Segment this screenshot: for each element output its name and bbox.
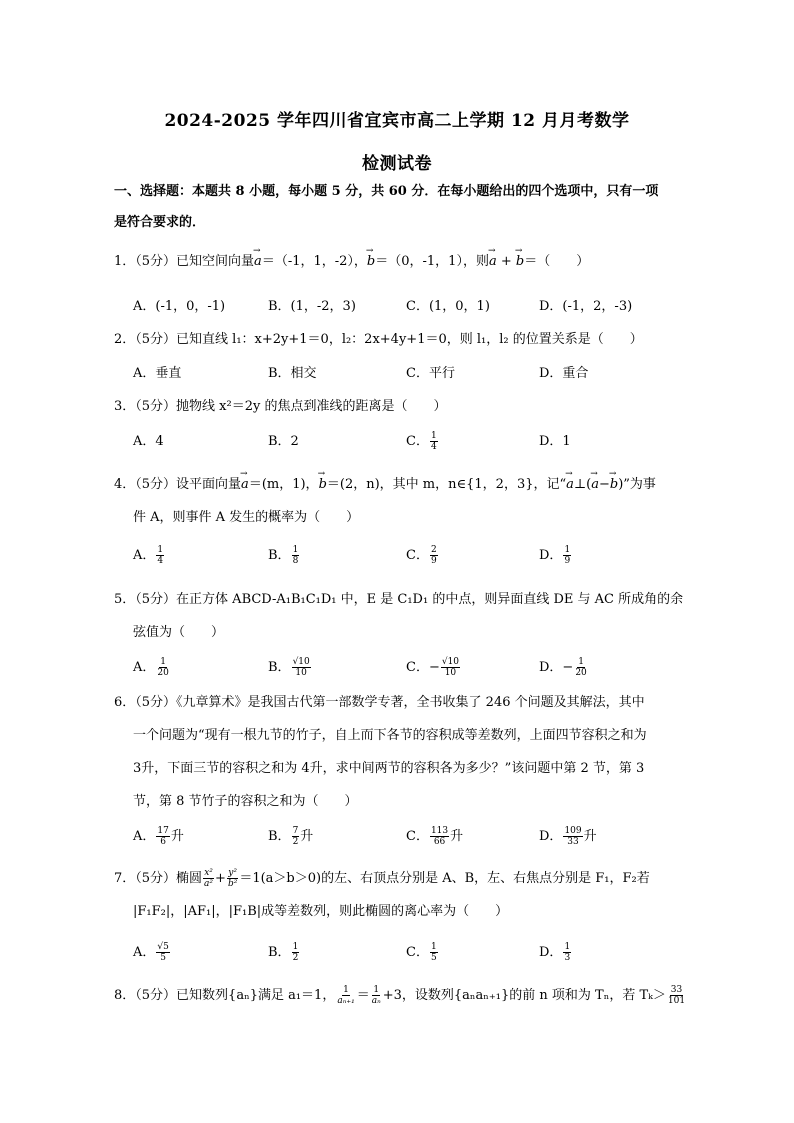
q7-options [133, 941, 693, 965]
q7-a-den: 5 [160, 953, 166, 963]
q5-c-den: 10 [444, 668, 457, 678]
q7-a-fraction [156, 942, 169, 963]
section-heading [114, 176, 684, 238]
q8-f3-num: 33 [670, 985, 683, 995]
q2-option-d[interactable]: D．重合 [539, 366, 589, 381]
q4-line2: 件 A，则事件 A 发生的概率为（ ） [133, 510, 360, 525]
question-8 [114, 979, 684, 1012]
q1-b-vals: ＝（0，-1，1），则 [375, 254, 489, 269]
q7-mid: ＝1(a＞b＞0)的左、右顶点分别是 A、B，左、右焦点分别是 F₁，F₂若 [239, 871, 650, 886]
q8-pre: 8．（5分）已知数列{aₙ}满足 a₁＝1， [114, 988, 336, 1003]
q4-option-d[interactable]: D． $\frac{1}{9}$ [539, 545, 571, 566]
q5-c-num: √10 [441, 657, 460, 667]
q4-b-fraction [292, 545, 300, 566]
q5-option-c[interactable]: C．− $\frac{√10}{10}$ [406, 657, 460, 678]
q1-post: ＝（ ） [524, 254, 590, 269]
q6-c-unit: 升 [450, 829, 464, 844]
q1-a-vals: ＝（-1，1，-2）， [261, 254, 367, 269]
question-7: 7．（5分）椭圆 $\frac{\text{x²}}{\text{a²}}$ + $\frac{\text{y²}}{\text{b²}}$ ＝1(a＞b＞0)的左、右顶点分别是 A、B，左、右焦点分别是 F₁，F₂若 |F₁F₂|，|AF₁|，|F₁B|成等差数列，则此椭圆的离心率为（ ） [114, 862, 684, 928]
q3-c-den: 4 [430, 442, 437, 452]
q6-c-fraction [430, 826, 449, 847]
q7-y-num: y² [228, 868, 237, 878]
q4-options [133, 544, 693, 568]
q4-d-den: 9 [564, 556, 571, 566]
q4-c-den: 9 [430, 556, 437, 566]
q3-c-fraction [430, 431, 438, 452]
q7-a-num: √5 [157, 942, 169, 952]
vector-a-sum: → a [489, 245, 497, 278]
q5-a-den: 20 [157, 668, 169, 678]
q5-c-fraction [441, 657, 460, 678]
q6-option-d[interactable]: D． $\frac{109}{33}$ 升 [539, 826, 597, 847]
q7-b-num: 1 [292, 942, 299, 952]
q6-c-num: 113 [430, 826, 449, 836]
q6-options [133, 825, 693, 849]
q7-option-d[interactable]: D． $\frac{1}{3}$ [539, 942, 571, 963]
q4-vector-a: → a [241, 468, 249, 501]
q6-d-unit: 升 [583, 829, 597, 844]
section-heading-line1: 一、选择题：本题共 8 小题，每小题 5 分，共 60 分．在每小题给出的四个选项中，只有一项 [114, 184, 659, 199]
q5-d-num: 1 [578, 657, 584, 667]
q4-vector-a2: → a [566, 468, 574, 501]
q6-line2: 一个问题为“现有一根九节的竹子，自上而下各节的容积成等差数列，上面四节容积之和为 [133, 728, 647, 743]
q6-a-fraction [156, 826, 169, 847]
q4-b-vals: ＝(2，n)，其中 m，n∈{1，2，3}，记“ [326, 477, 567, 492]
q7-y-term [227, 868, 238, 889]
q3-option-a[interactable]: A．4 [133, 434, 164, 449]
q4-pre: 4．（5分）设平面向量 [114, 477, 242, 492]
q1-option-c[interactable]: C．(1，0，1) [406, 299, 490, 314]
q6-option-b[interactable]: B． $\frac{7}{2}$ 升 [268, 826, 314, 847]
vector-a: → a [254, 245, 262, 278]
q6-option-c[interactable]: C． $\frac{113}{66}$ 升 [406, 826, 464, 847]
q7-line2: |F₁F₂|，|AF₁|，|F₁B|成等差数列，则此椭圆的离心率为（ ） [133, 904, 509, 919]
q5-a-num: 1 [160, 657, 166, 667]
q6-d-den: 33 [567, 837, 579, 847]
q7-d-num: 1 [564, 942, 571, 952]
q5-b-den: 10 [295, 668, 307, 678]
q7-option-a[interactable]: A． $\frac{√5}{5}$ [133, 942, 169, 963]
q4-mid: ⊥( [573, 477, 592, 492]
question-6 [114, 686, 684, 818]
q7-x-den: a² [204, 879, 214, 889]
q4-option-b[interactable]: B． $\frac{1}{8}$ [268, 545, 299, 566]
q4-b-num: 1 [292, 545, 299, 555]
q7-y-den: b² [227, 879, 238, 889]
q7-pre: 7．（5分）椭圆 [114, 871, 203, 886]
q5-b-fraction [292, 657, 311, 678]
q8-frac2 [371, 985, 382, 1006]
exam-title-line2: 检测试卷 [362, 154, 432, 174]
q4-c-fraction [430, 545, 438, 566]
q4-b-den: 8 [292, 556, 299, 566]
q4-a-fraction [156, 545, 164, 566]
q3-option-d[interactable]: D．1 [539, 434, 571, 449]
q6-a-num: 17 [157, 826, 169, 836]
q4-c-num: 2 [430, 545, 437, 555]
q6-d-num: 109 [564, 826, 582, 836]
q5-b-num: √10 [292, 657, 310, 667]
q2-options [133, 362, 693, 386]
q6-c-den: 66 [433, 837, 446, 847]
question-4: 4．（5分）设平面向量→ a＝(m，1)，→ b＝(2，n)，其中 m，n∈{1，2，3}，记“→ a⊥(→ a−→ b)”为事 件 A，则事件 A 发生的概率为（ ） [114, 468, 684, 534]
q5-option-a[interactable]: A． $\frac{1}{20}$ [133, 657, 169, 678]
q1-option-b[interactable]: B．(1，-2，3) [268, 299, 356, 314]
q7-x-num: x² [204, 868, 213, 878]
q7-x-term [203, 868, 214, 889]
q6-a-unit: 升 [170, 829, 184, 844]
q7-d-fraction [563, 942, 571, 963]
q2-option-b[interactable]: B．相交 [268, 366, 317, 381]
q3-c-label: C． [406, 434, 429, 449]
q5-d-fraction [574, 657, 587, 678]
q5-option-b[interactable]: B． $\frac{√10}{10}$ [268, 657, 310, 678]
question-5 [114, 583, 684, 649]
vector-b-sum: → b [516, 245, 524, 278]
q5-a-fraction [156, 657, 169, 678]
q5-d-den: 20 [575, 668, 587, 678]
vector-b: → b [367, 245, 375, 278]
q4-vector-b2: → b [610, 468, 618, 501]
q8-f2-num: 1 [373, 985, 380, 995]
q5-options [133, 656, 693, 680]
q1-options [133, 295, 693, 319]
q6-b-num: 7 [292, 826, 299, 836]
q8-f3-den: 101 [667, 996, 686, 1006]
q5-option-d[interactable]: D．− $\frac{1}{20}$ [539, 657, 587, 678]
q4-option-c[interactable]: C． $\frac{2}{9}$ [406, 545, 437, 566]
q7-b-den: 2 [292, 953, 299, 963]
q8-f1-den: aₙ₊₁ [337, 996, 355, 1006]
q3-option-b[interactable]: B．2 [268, 434, 299, 449]
q1-option-a[interactable]: A．(-1，0，-1) [133, 299, 226, 314]
q7-c-num: 1 [430, 942, 437, 952]
q7-option-b[interactable]: B． $\frac{1}{2}$ [268, 942, 299, 963]
q5-line2: 弦值为（ ） [133, 625, 225, 640]
q8-frac3 [667, 985, 686, 1006]
q2-option-c[interactable]: C．平行 [406, 366, 455, 381]
q4-option-a[interactable]: A． $\frac{1}{4}$ [133, 545, 164, 566]
q1-pre: 1．（5分）已知空间向量 [114, 254, 255, 269]
q8-f2-den: aₙ [371, 996, 381, 1006]
q4-vector-b: → b [319, 468, 327, 501]
q4-a-num: 1 [157, 545, 164, 555]
q6-line4: 节，第 8 节竹子的容积之和为（ ） [133, 794, 358, 809]
q2-option-a[interactable]: A．垂直 [133, 366, 182, 381]
q7-option-c[interactable]: C． $\frac{1}{5}$ [406, 942, 437, 963]
q7-c-den: 5 [430, 953, 437, 963]
q7-c-fraction [430, 942, 438, 963]
q8-frac1 [336, 985, 355, 1006]
q6-d-fraction [563, 826, 582, 847]
q4-vector-a3: → a [591, 468, 599, 501]
q8-post: +3，设数列{aₙaₙ₊₁}的前 n 项和为 Tₙ，若 Tₖ＞ [382, 988, 666, 1003]
q6-b-den: 2 [292, 837, 299, 847]
exam-title-line1: 2024-2025 学年四川省宜宾市高二上学期 12 月月考数学 [164, 111, 630, 131]
q6-b-unit: 升 [300, 829, 314, 844]
q3-c-num: 1 [430, 431, 437, 441]
q8-f1-num: 1 [343, 985, 349, 995]
q8-eq: ＝ [356, 988, 370, 1003]
q6-line3: 3升，下面三节的容积之和为 4升，求中间两节的容积各为多少？”该问题中第 2 节，第 3 [133, 761, 645, 776]
q6-option-a[interactable]: A． $\frac{17}{6}$ 升 [133, 826, 184, 847]
question-3: 3．（5分）抛物线 x²＝2y 的焦点到准线的距离是（ ） [114, 399, 447, 414]
question-2: 2．（5分）已知直线 l₁：x+2y+1＝0，l₂：2x+4y+1＝0，则 l₁，l₂ 的位置关系是（ ） [114, 332, 643, 347]
q4-d-num: 1 [564, 545, 571, 555]
q3-options [133, 430, 693, 454]
q6-line1: 6．（5分）《九章算术》是我国古代第一部数学专著，全书收集了 246 个问题及其解法，其中 [114, 695, 645, 710]
q1-option-d[interactable]: D．(-1，2，-3) [539, 299, 633, 314]
q4-a-den: 4 [157, 556, 164, 566]
section-heading-line2: 是符合要求的． [114, 215, 206, 230]
q7-b-fraction [292, 942, 300, 963]
q6-a-den: 6 [160, 837, 166, 847]
q7-d-den: 3 [564, 953, 571, 963]
question-1: 1．（5分）已知空间向量→ a＝（-1，1，-2），→ b＝（0，-1，1），则→ a + → b＝（ ） [114, 245, 684, 278]
q5-line1: 5．（5分）在正方体 ABCD-A₁B₁C₁D₁ 中，E 是 C₁D₁ 的中点，则异面直线 DE 与 AC 所成角的余 [114, 592, 684, 607]
q6-b-fraction [292, 826, 300, 847]
q4-d-fraction [563, 545, 571, 566]
q4-a-vals: ＝(m，1)， [248, 477, 319, 492]
q3-option-c[interactable] [406, 430, 439, 452]
q4-post: )”为事 [618, 477, 656, 492]
